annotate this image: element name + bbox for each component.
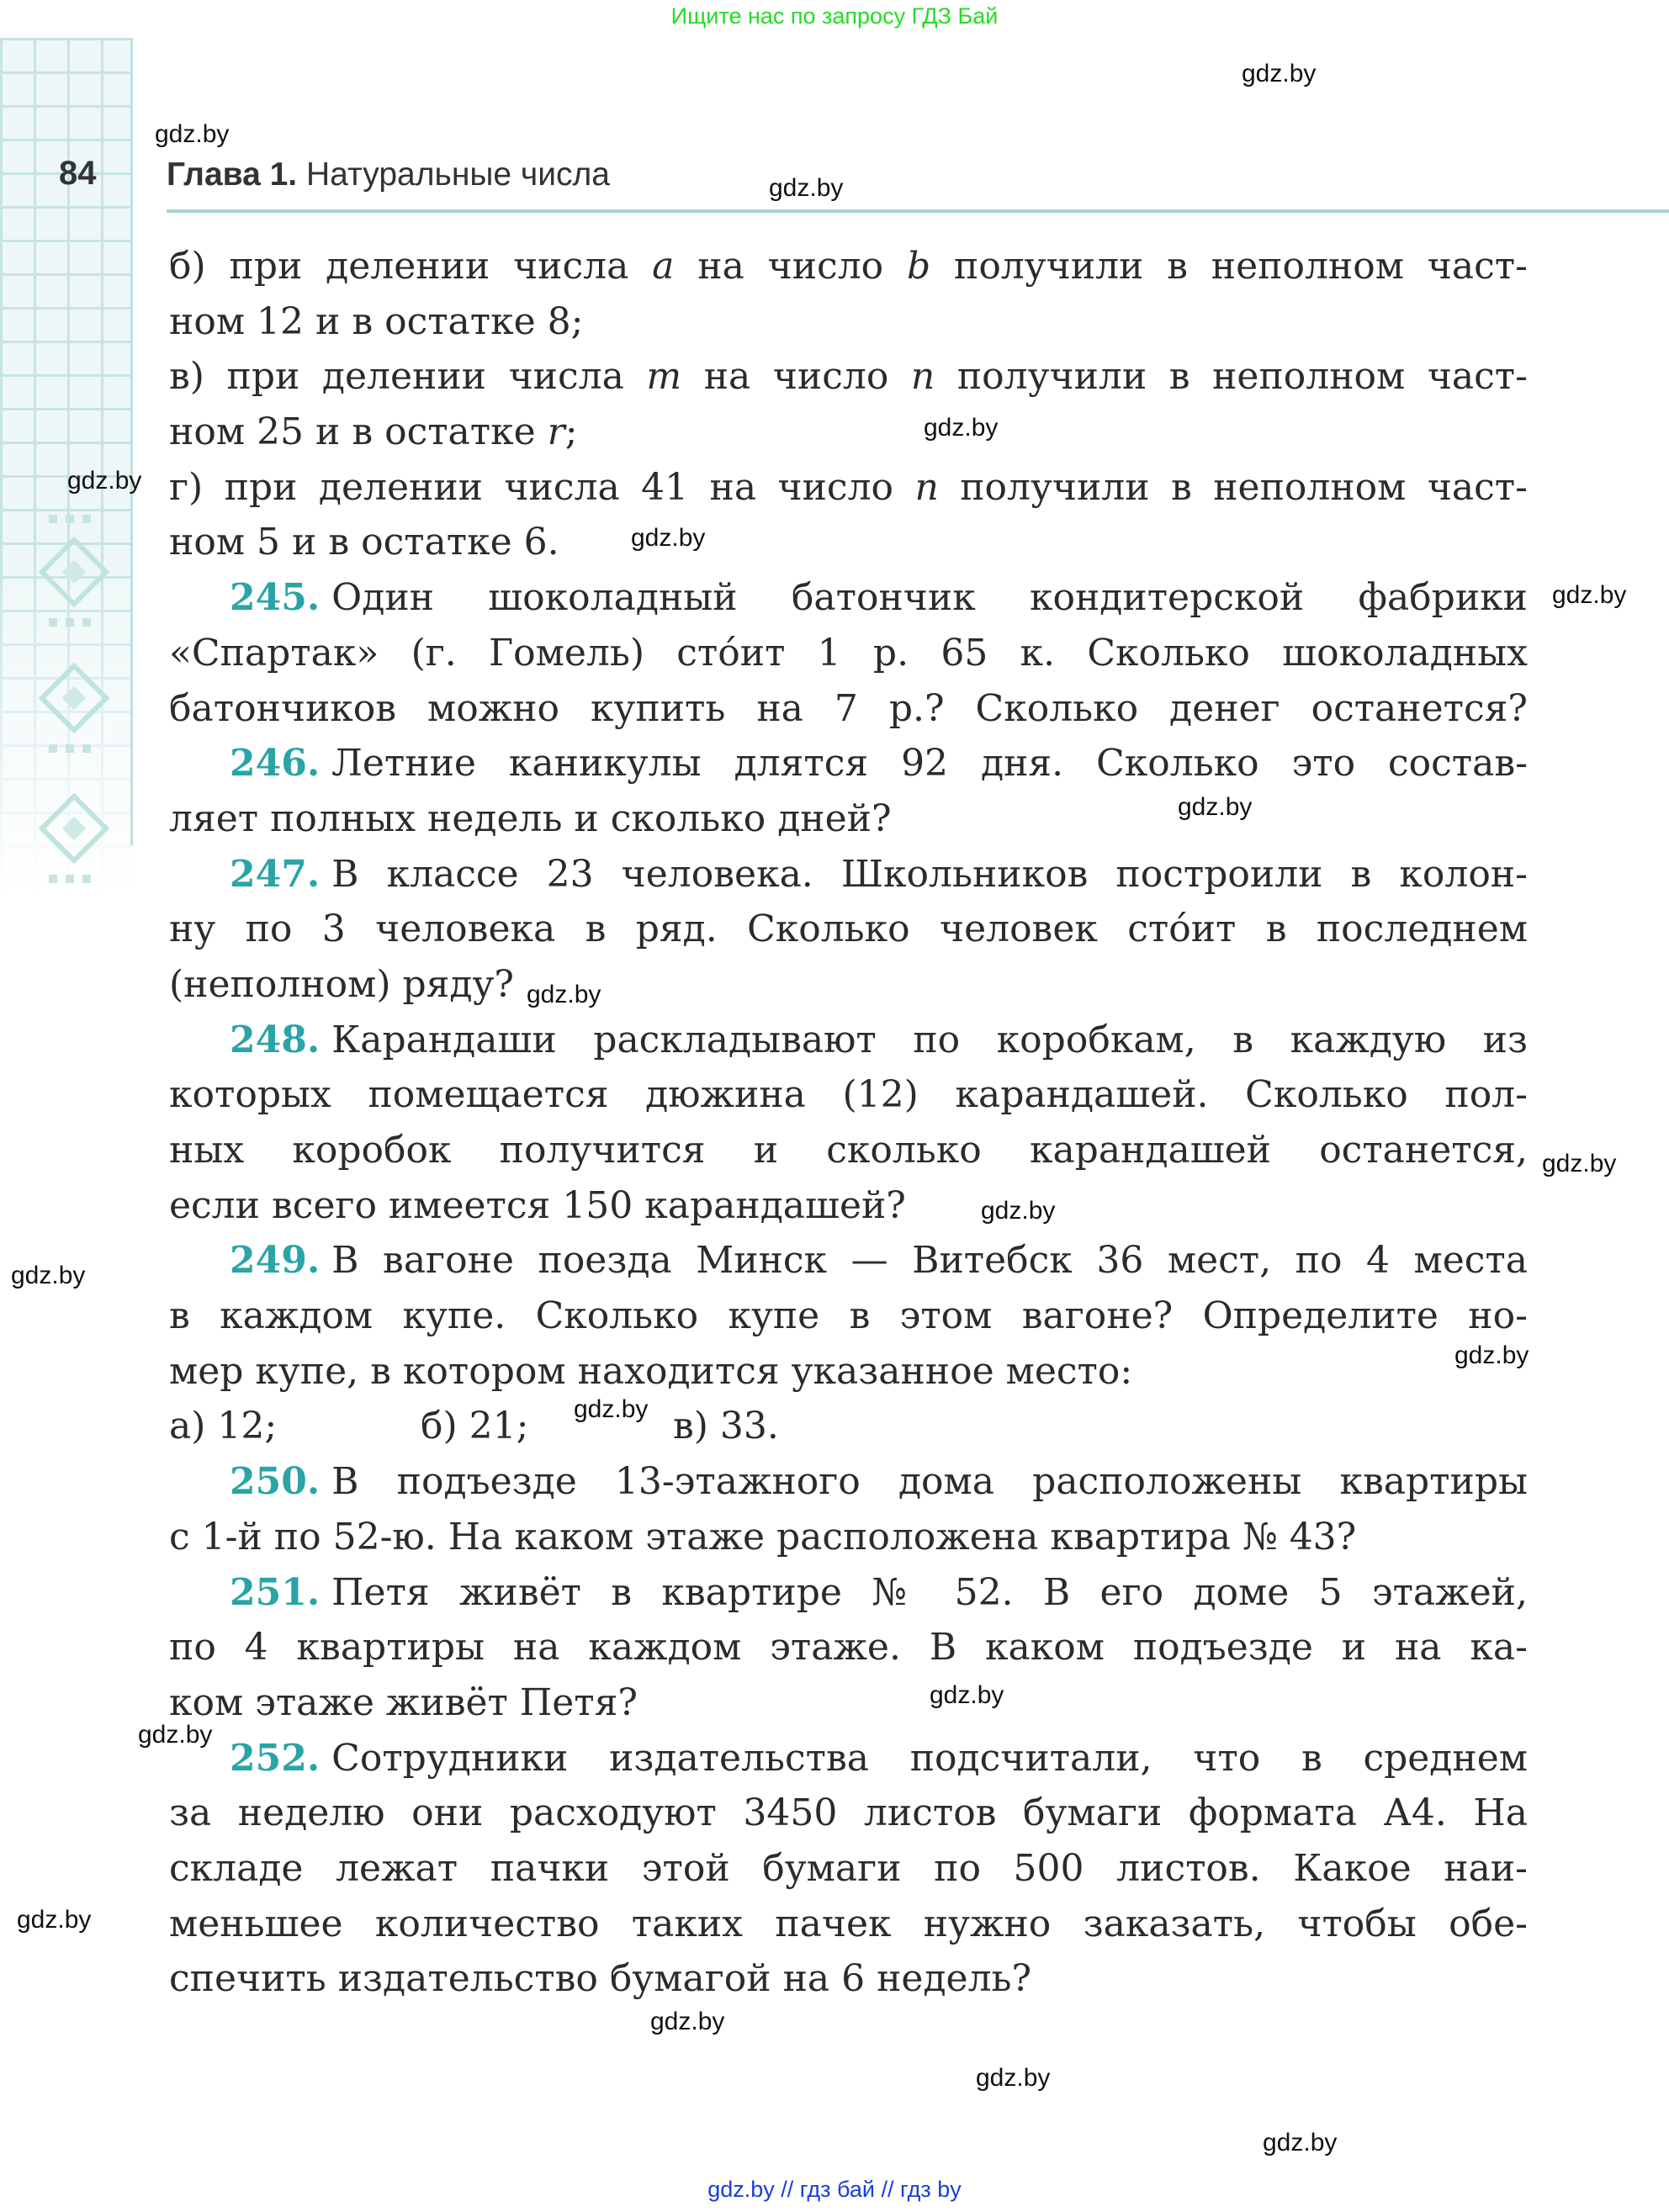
text-segment: Сотрудники издательства подсчитали, что в среднем xyxy=(331,1736,1528,1780)
text-segment: В подъезде 13-этажного дома расположены квартиры xyxy=(331,1460,1528,1504)
watermark: gdz.by xyxy=(1552,581,1627,609)
problem-248-first-line xyxy=(169,1013,1528,1068)
text-line xyxy=(169,1897,1528,1952)
text-line xyxy=(169,405,1528,460)
math-variable: n xyxy=(914,465,939,509)
text-line xyxy=(169,1178,1528,1234)
problem-number: 245. xyxy=(230,576,321,620)
text-segment: г) при делении числа 41 на число xyxy=(169,465,915,509)
text-segment: складе лежат пачки этой бумаги по 500 листов. Какое наи- xyxy=(169,1846,1528,1890)
text-line xyxy=(169,626,1528,681)
answer-option: а) 12; xyxy=(169,1405,278,1448)
watermark: gdz.by xyxy=(924,414,999,442)
text-segment: «Спартак» (г. Гомель) сто́ит 1 р. 65 к. Сколько шоколадных xyxy=(169,631,1528,675)
math-variable: n xyxy=(910,355,935,399)
chapter-label: Глава 1. xyxy=(167,156,298,193)
text-segment: Летние каникулы длятся 92 дня. Сколько это состав- xyxy=(331,742,1528,786)
problem-249-first-line xyxy=(169,1233,1528,1289)
watermark: gdz.by xyxy=(769,174,844,202)
problem-252-first-line xyxy=(169,1731,1528,1786)
watermark: gdz.by xyxy=(1178,793,1253,821)
chapter-title: Натуральные числа xyxy=(306,156,610,193)
answer-option: в) 33. xyxy=(673,1405,779,1448)
text-line xyxy=(169,1067,1528,1123)
watermark: gdz.by xyxy=(11,1262,86,1289)
text-line xyxy=(169,294,1528,350)
text-line xyxy=(169,1786,1528,1841)
text-line xyxy=(169,1841,1528,1897)
text-line xyxy=(169,957,1528,1013)
problem-number: 249. xyxy=(230,1239,321,1283)
math-variable: r xyxy=(547,410,565,454)
text-segment: если всего имеется 150 карандашей? xyxy=(169,1183,906,1227)
text-segment: В вагоне поезда Минск — Витебск 36 мест, по 4 места xyxy=(331,1239,1528,1283)
watermark: gdz.by xyxy=(650,2008,725,2035)
text-line xyxy=(169,349,1528,405)
text-segment: ном 12 и в остатке 8; xyxy=(169,299,584,343)
watermark: gdz.by xyxy=(1542,1150,1617,1177)
text-segment: батончиков можно купить на 7 р.? Сколько денег останется? xyxy=(169,686,1528,730)
text-line xyxy=(169,902,1528,957)
search-banner: Ищите нас по запросу ГДЗ Бай xyxy=(670,3,999,29)
problem-number: 250. xyxy=(230,1460,321,1504)
answer-option: б) 21; xyxy=(421,1405,529,1448)
text-segment: ком этаже живёт Петя? xyxy=(169,1680,638,1724)
text-segment: ляет полных недель и сколько дней? xyxy=(169,796,892,840)
text-segment: с 1-й по 52-ю. На каком этаже расположена квартира № 43? xyxy=(169,1515,1357,1558)
watermark: gdz.by xyxy=(17,1906,92,1934)
math-variable: a xyxy=(652,245,675,288)
text-segment: за неделю они расходуют 3450 листов бумаги формата А4. На xyxy=(169,1791,1528,1835)
exercise-text xyxy=(169,239,1528,2007)
text-segment: Один шоколадный батончик кондитерской фабрики xyxy=(331,576,1528,620)
text-segment: б) при делении числа xyxy=(169,245,653,288)
math-variable: b xyxy=(906,245,931,288)
strip-edge xyxy=(130,38,133,845)
watermark: gdz.by xyxy=(631,524,706,552)
text-line xyxy=(169,791,1528,847)
chapter-heading xyxy=(167,156,610,193)
text-line xyxy=(169,239,1528,294)
ornament-bar xyxy=(49,515,99,523)
problem-number: 252. xyxy=(230,1736,321,1780)
watermark: gdz.by xyxy=(976,2064,1051,2092)
footer-links[interactable]: gdz.by // гдз бай // гдз by xyxy=(707,2177,962,2202)
text-line xyxy=(169,1123,1528,1178)
text-line xyxy=(169,681,1528,737)
problem-number: 247. xyxy=(230,852,321,896)
text-segment: ; xyxy=(564,410,578,454)
watermark: gdz.by xyxy=(1242,60,1317,87)
problem-number: 251. xyxy=(230,1570,321,1614)
text-segment: которых помещается дюжина (12) карандашей. Сколько пол- xyxy=(169,1073,1528,1117)
watermark: gdz.by xyxy=(1263,2129,1338,2156)
header-divider xyxy=(167,209,1669,213)
text-line xyxy=(169,1951,1528,2007)
text-segment: ном 5 и в остатке 6. xyxy=(169,521,559,564)
text-line xyxy=(169,1289,1528,1344)
text-segment: ных коробок получится и сколько карандашей останется, xyxy=(169,1129,1528,1172)
text-line xyxy=(169,460,1528,516)
watermark: gdz.by xyxy=(155,120,230,148)
text-segment: получили в неполном част- xyxy=(938,465,1528,509)
text-segment: по 4 квартиры на каждом этаже. В каком подъезде и на ка- xyxy=(169,1626,1528,1670)
text-segment: мер купе, в котором находится указанное место: xyxy=(169,1349,1133,1393)
watermark: gdz.by xyxy=(138,1721,213,1749)
watermark: gdz.by xyxy=(930,1681,1004,1709)
text-segment: получили в неполном част- xyxy=(930,245,1528,288)
text-line xyxy=(169,1620,1528,1675)
text-segment: (неполном) ряду? xyxy=(169,962,514,1006)
math-variable: m xyxy=(646,355,682,399)
text-segment: спечить издательство бумагой на 6 недель? xyxy=(169,1957,1032,2001)
problem-250-first-line xyxy=(169,1454,1528,1510)
text-segment: меньшее количество таких пачек нужно заказать, чтобы обе- xyxy=(169,1902,1528,1945)
ornament-bar xyxy=(49,875,99,883)
watermark: gdz.by xyxy=(1454,1341,1529,1369)
text-segment: В классе 23 человека. Школьников построили в колон- xyxy=(331,852,1528,896)
page-number: 84 xyxy=(59,155,97,192)
problem-number: 248. xyxy=(230,1018,321,1061)
watermark: gdz.by xyxy=(67,467,142,495)
text-segment: ном 25 и в остатке xyxy=(169,410,548,454)
text-segment: на число xyxy=(674,245,907,288)
problem-245-first-line xyxy=(169,570,1528,626)
text-segment: ну по 3 человека в ряд. Сколько человек сто́ит в последнем xyxy=(169,908,1528,951)
text-segment: в каждом купе. Сколько купе в этом вагоне? Определите но- xyxy=(169,1294,1528,1338)
problem-246-first-line xyxy=(169,736,1528,791)
ornament-bar xyxy=(49,618,99,627)
text-segment: в) при делении числа xyxy=(169,355,647,399)
text-line xyxy=(169,1344,1528,1400)
text-line xyxy=(169,515,1528,570)
ornament-bar xyxy=(49,744,99,753)
text-segment: получили в неполном част- xyxy=(935,355,1528,399)
watermark: gdz.by xyxy=(527,981,601,1008)
problem-251-first-line xyxy=(169,1565,1528,1621)
text-line xyxy=(169,1675,1528,1731)
text-segment: Петя живёт в квартире № 52. В его доме 5 этажей, xyxy=(331,1570,1528,1614)
text-line xyxy=(169,1510,1528,1565)
watermark: gdz.by xyxy=(574,1395,649,1423)
watermark: gdz.by xyxy=(981,1197,1056,1225)
text-segment: на число xyxy=(681,355,911,399)
problem-number: 246. xyxy=(230,742,321,786)
text-line xyxy=(169,1399,1528,1454)
text-segment: Карандаши раскладывают по коробкам, в каждую из xyxy=(331,1018,1528,1061)
problem-247-first-line xyxy=(169,847,1528,902)
